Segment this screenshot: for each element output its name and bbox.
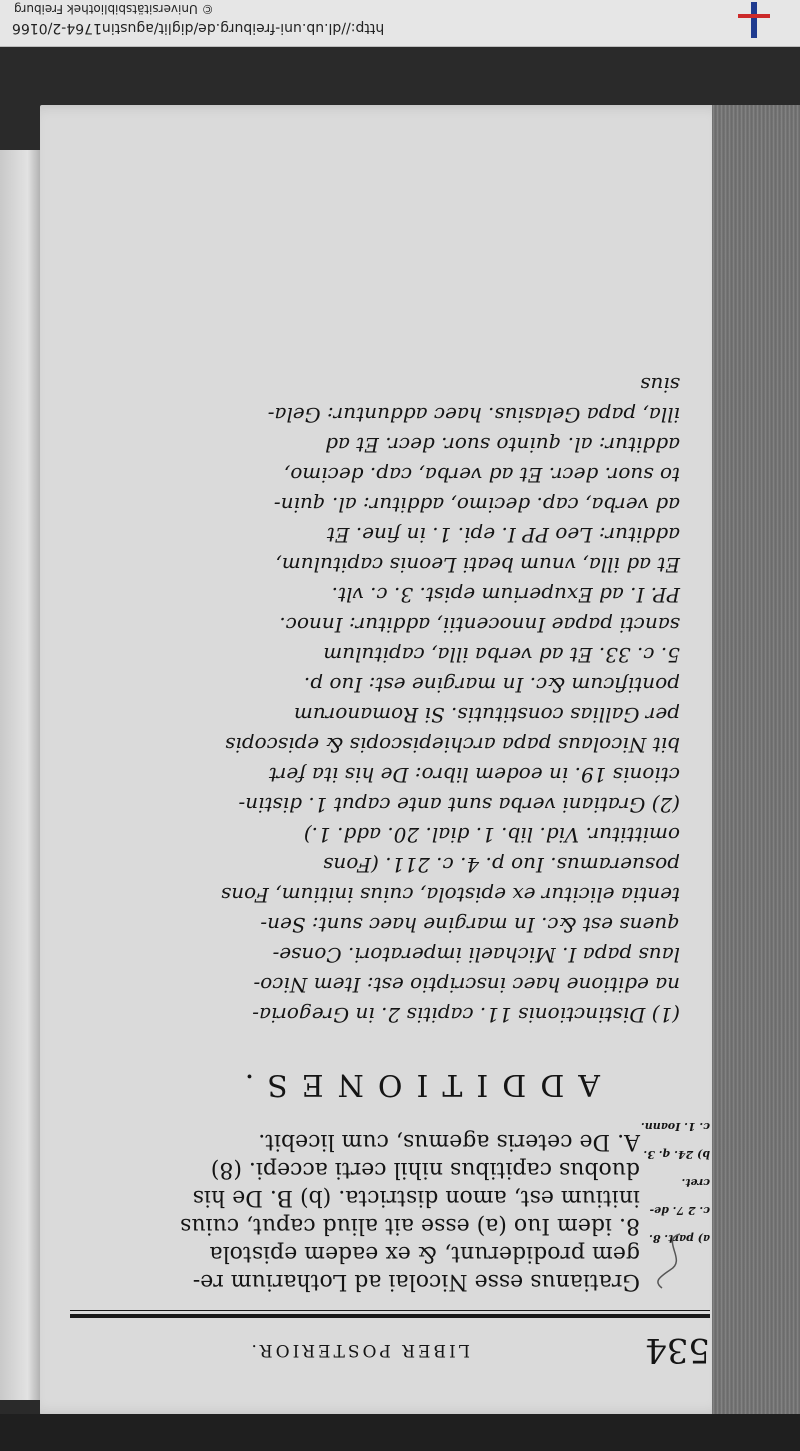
note-line: quens est &c. In margine haec sunt: Sen-: [260, 913, 680, 937]
margin-note: b) 24. q. 3.: [643, 1148, 710, 1161]
text-line: A. De ceteris agemus, cum licebit.: [258, 1129, 640, 1154]
note-line: additur: al. quinto suor. decr. Et ad: [325, 433, 680, 457]
note-line: per Gallias constitutis. Si Romanorum: [293, 703, 680, 727]
text-line: initium est, amon districta. (b) B. De his: [192, 1185, 640, 1210]
note-line: tentia elicitur ex epistola, cuius initium, Fons: [220, 883, 680, 907]
note-line: posueramus. Iuo p. 4. c. 211. (Fons: [323, 853, 680, 877]
copyright-credit: © Universitätsbibliothek Freiburg: [14, 2, 214, 16]
note-line: Et ad illa, vnum beati Leonis capitulum,: [275, 553, 680, 577]
page-content-rotated: [55, 220, 710, 1370]
margin-note: cret.: [681, 1176, 710, 1189]
note-line: sancti papae Innocentii, additur: Innoc.: [279, 613, 680, 637]
pencil-curl-mark: [650, 1230, 690, 1290]
note-line: sius: [640, 373, 680, 397]
head-rule-thin: [70, 1310, 710, 1311]
note-line: PP. I. ad Exuperium epist. 3. c. vlt.: [331, 583, 680, 607]
note-line: (2) Gratiani verba sunt ante caput 1. distin-: [238, 793, 680, 817]
text-line: gem prodiderunt, & ex eadem epistola: [209, 1241, 640, 1266]
note-line: laus papa I. Michaeli imperatori. Conse-: [272, 943, 680, 967]
running-head-title: LIBER POSTERIOR.: [248, 1340, 470, 1360]
head-rule-thick: [70, 1314, 710, 1318]
note-line: na editione haec inscriptio est: Item Nico-: [253, 973, 680, 997]
margin-note: c. 1. Ioann.: [640, 1120, 710, 1133]
note-line: ctionis 19. in eodem libro: De his ita fert: [268, 763, 680, 787]
note-line: illa, papa Gelasius. haec adduntur: Gela-: [267, 403, 680, 427]
note-line: to suor. decr. Et ad verba, cap. decimo,: [283, 463, 680, 487]
note-line: additur: Leo PP I. epi. 1. in fine. Et: [326, 523, 680, 547]
note-line: ad verba, cap. decimo, additur: al. quin-: [273, 493, 680, 517]
additiones-notes: [30, 370, 680, 1030]
text-line: Gratianus esse Nicolai ad Lotharium re-: [192, 1269, 640, 1294]
running-head: [70, 1320, 710, 1370]
page-number: 534: [645, 1330, 710, 1370]
note-line: omittitur. Vid. lib. 1. dial. 20. add. 1.): [303, 823, 680, 847]
note-line: (1) Distinctionis 11. capitis 2. in Gregoria-: [252, 1003, 680, 1027]
text-line: duobus capitibus nihil certi accepi. (8): [210, 1157, 640, 1182]
section-heading: ADDITIONES.: [230, 1067, 600, 1102]
margin-note: a) part. 8.: [649, 1232, 710, 1245]
note-line: bit Nicolaus papa archiepiscopis & episcopis: [225, 733, 680, 757]
margin-note: c. 2 7. de-: [649, 1204, 710, 1217]
source-url[interactable]: http://dl.ub.uni-freiburg.de/diglit/agustin1764-2/0166: [12, 20, 385, 36]
main-text: [55, 1127, 640, 1295]
note-line: pontificum &c. In margine est: Iuo p.: [303, 673, 680, 697]
library-logo-icon: [734, 2, 774, 42]
text-line: 8. idem Iuo (a) esse ait aliud caput, cuius: [180, 1213, 640, 1238]
viewer-header: [0, 0, 800, 47]
book-fore-edge: [712, 105, 800, 1415]
note-line: 5. c. 33. Et ad verba illa, capitulum: [323, 643, 680, 667]
viewer-footer: [0, 1414, 800, 1451]
